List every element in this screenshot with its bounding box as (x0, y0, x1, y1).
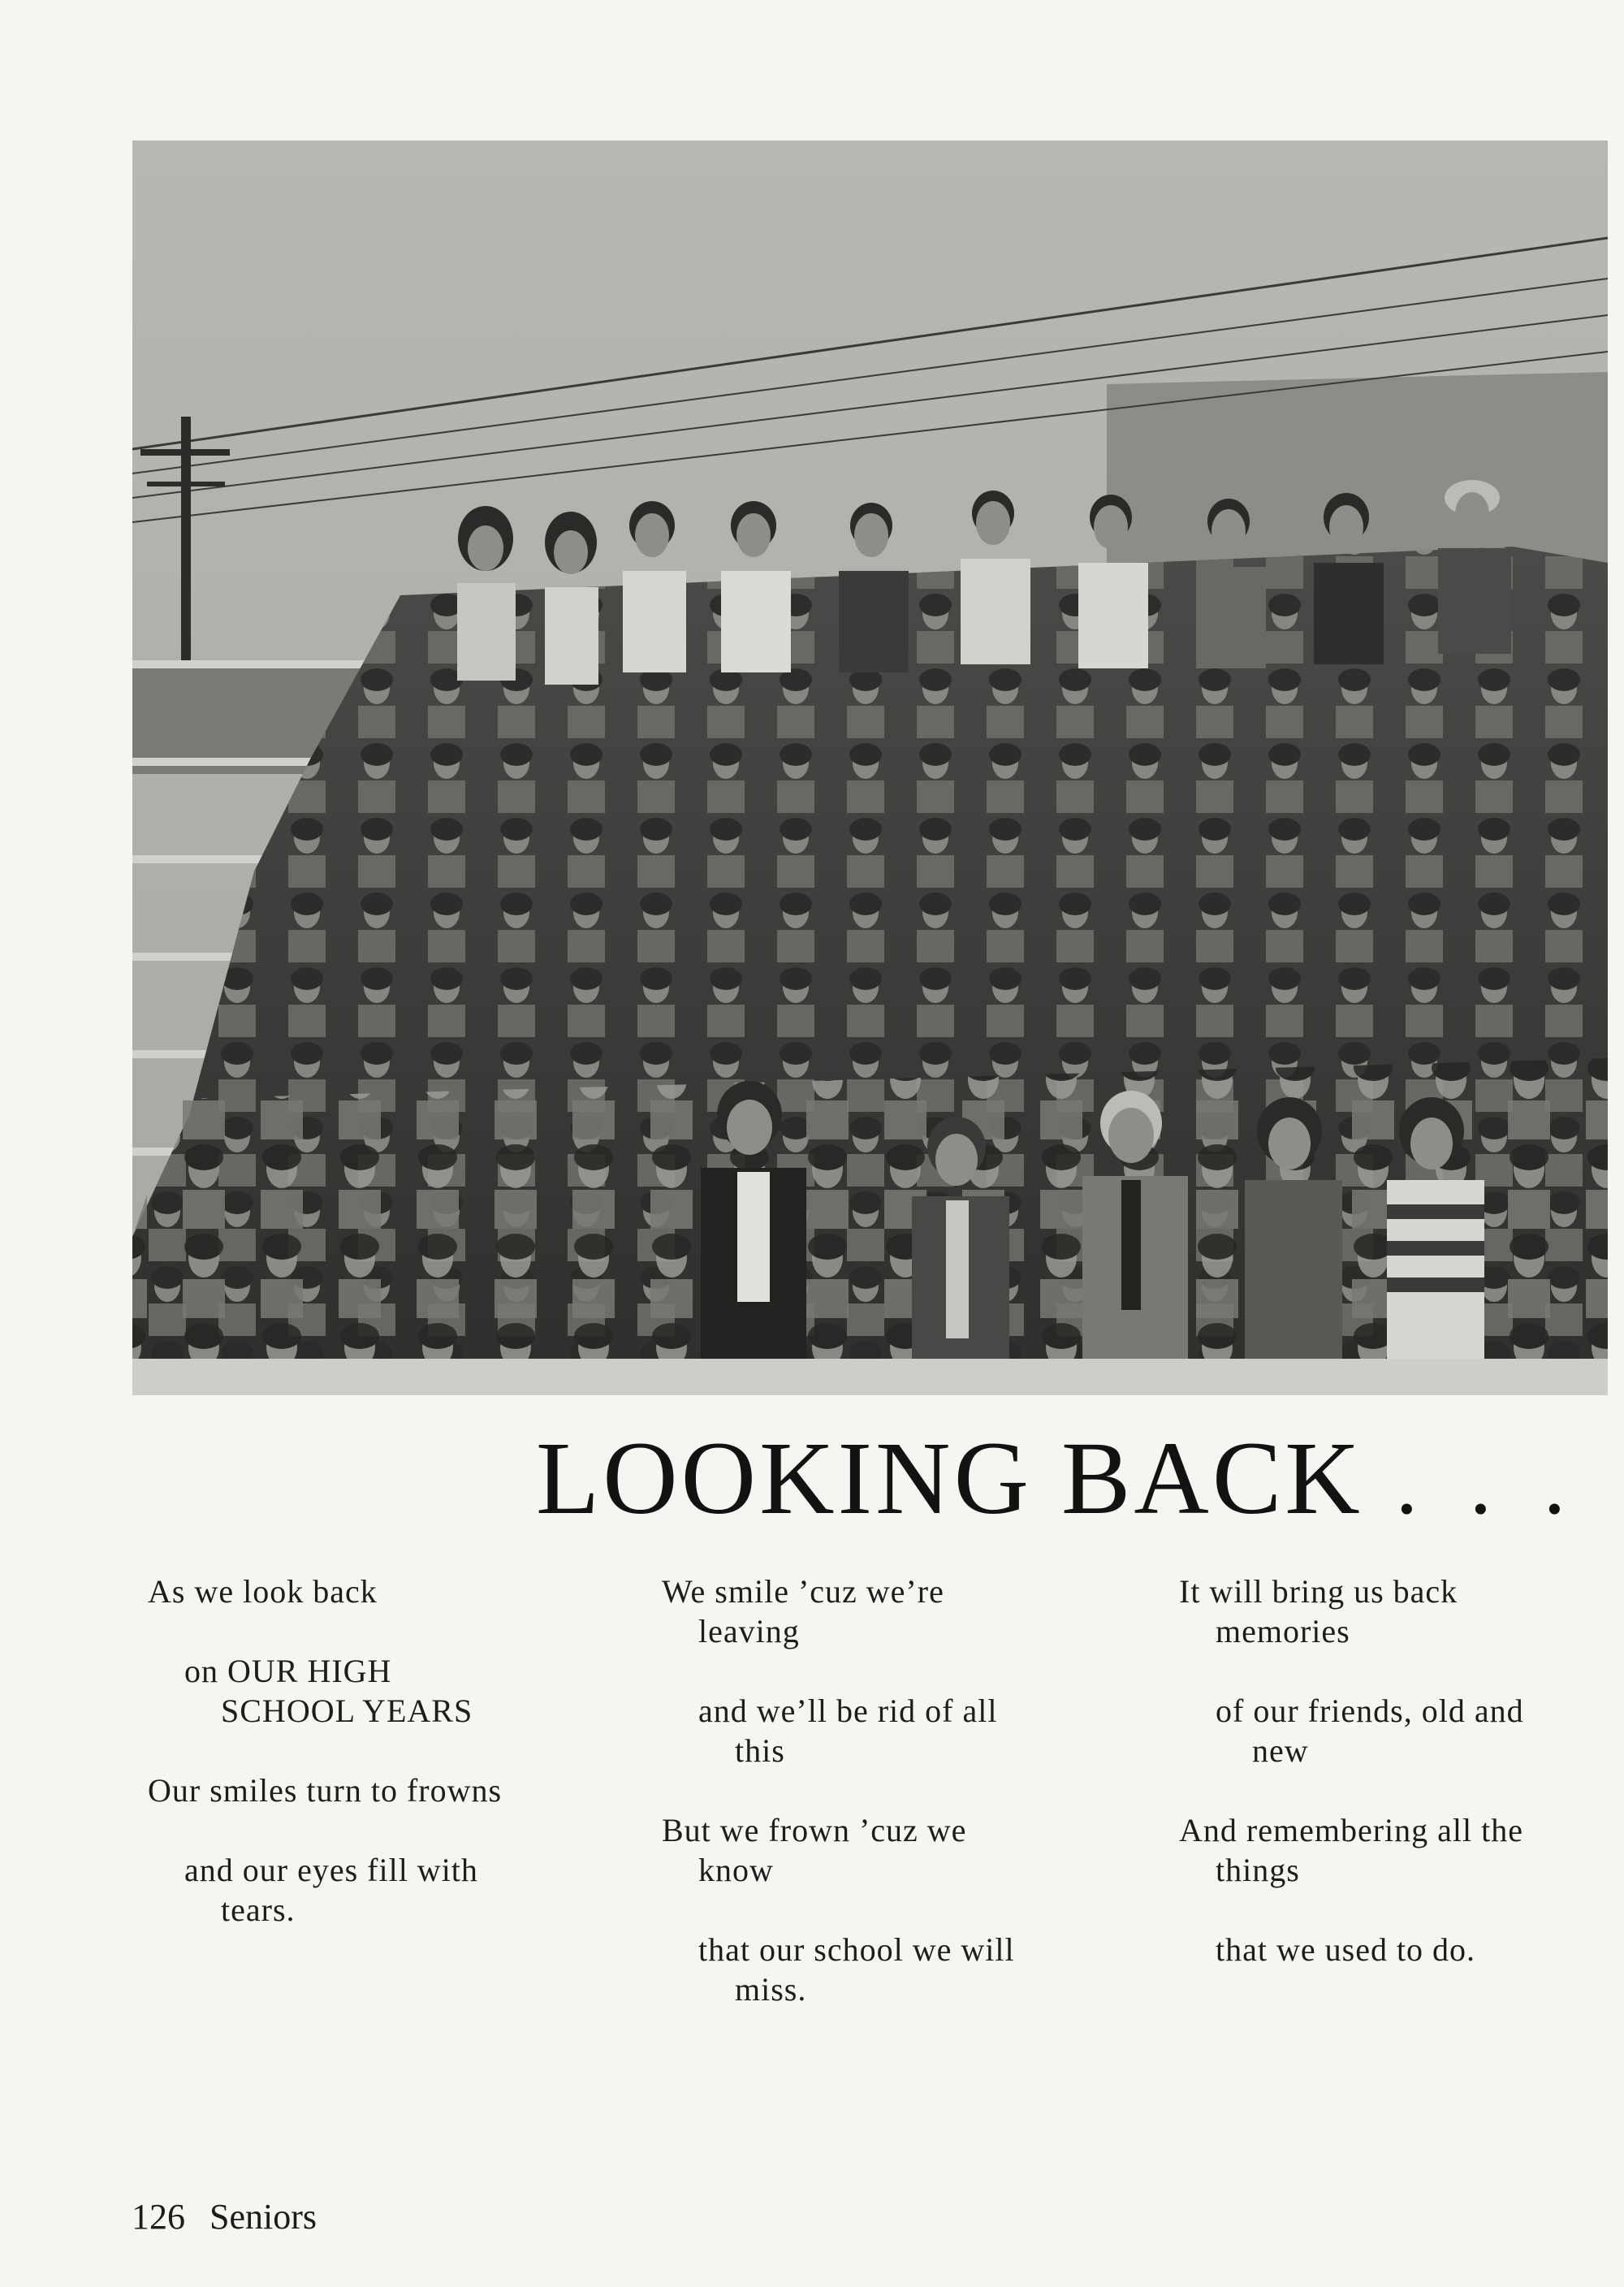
poem-line-continuation: know (698, 1852, 774, 1888)
poem-stanza (148, 1572, 603, 1611)
section-label: Seniors (209, 2197, 317, 2237)
poem-line: of our friends, old and (1216, 1693, 1524, 1729)
poem-stanza (1179, 1572, 1618, 1651)
poem-line: It will bring us back (1179, 1573, 1458, 1610)
poem-line: and we’ll be rid of all (698, 1693, 998, 1729)
poem-stanza (148, 1850, 603, 1930)
poem-line: As we look back (148, 1573, 378, 1610)
page-footer (132, 2193, 317, 2242)
poem-line: But we frown ’cuz we (662, 1812, 967, 1848)
group-photo-illustration (132, 141, 1608, 1395)
poem-line: Our smiles turn to frowns (148, 1772, 503, 1809)
poem-line-continuation: tears. (221, 1891, 296, 1928)
poem-line-continuation: SCHOOL YEARS (221, 1693, 473, 1729)
poem-stanza (1179, 1691, 1618, 1770)
poem-stanza (1179, 1810, 1618, 1890)
poem-line-continuation: memories (1216, 1613, 1350, 1649)
poem-line: and our eyes fill with (184, 1852, 478, 1888)
poem-line-continuation: this (735, 1732, 785, 1769)
poem-line-continuation: miss. (735, 1971, 807, 2008)
poem-stanza (148, 1770, 603, 1810)
poem-stanza (662, 1691, 1116, 1770)
poem-line: that our school we will (698, 1931, 1015, 1968)
poem-column-3 (1179, 1572, 1618, 2009)
headline-ellipsis: . . . (1395, 1433, 1581, 1533)
page-number: 126 (132, 2197, 185, 2237)
poem-line-continuation: new (1252, 1732, 1309, 1769)
poem-stanza (662, 1930, 1116, 2009)
page-headline (536, 1417, 1608, 1539)
poem-line: And remembering all the (1179, 1812, 1523, 1848)
poem-line-continuation: things (1216, 1852, 1300, 1888)
poem-stanza (148, 1651, 603, 1731)
poem-stanza (662, 1572, 1116, 1651)
poem-column-2 (662, 1572, 1116, 2049)
poem-line-continuation: leaving (698, 1613, 800, 1649)
poem-line: on OUR HIGH (184, 1653, 392, 1689)
poem-stanza (662, 1810, 1116, 1890)
poem-line: We smile ’cuz we’re (662, 1573, 944, 1610)
poem-line: that we used to do. (1216, 1931, 1476, 1968)
poem-column-1 (148, 1572, 603, 1969)
poem-stanza (1179, 1930, 1618, 1969)
headline-title: LOOKING BACK (536, 1420, 1363, 1536)
group-photo (132, 141, 1608, 1395)
